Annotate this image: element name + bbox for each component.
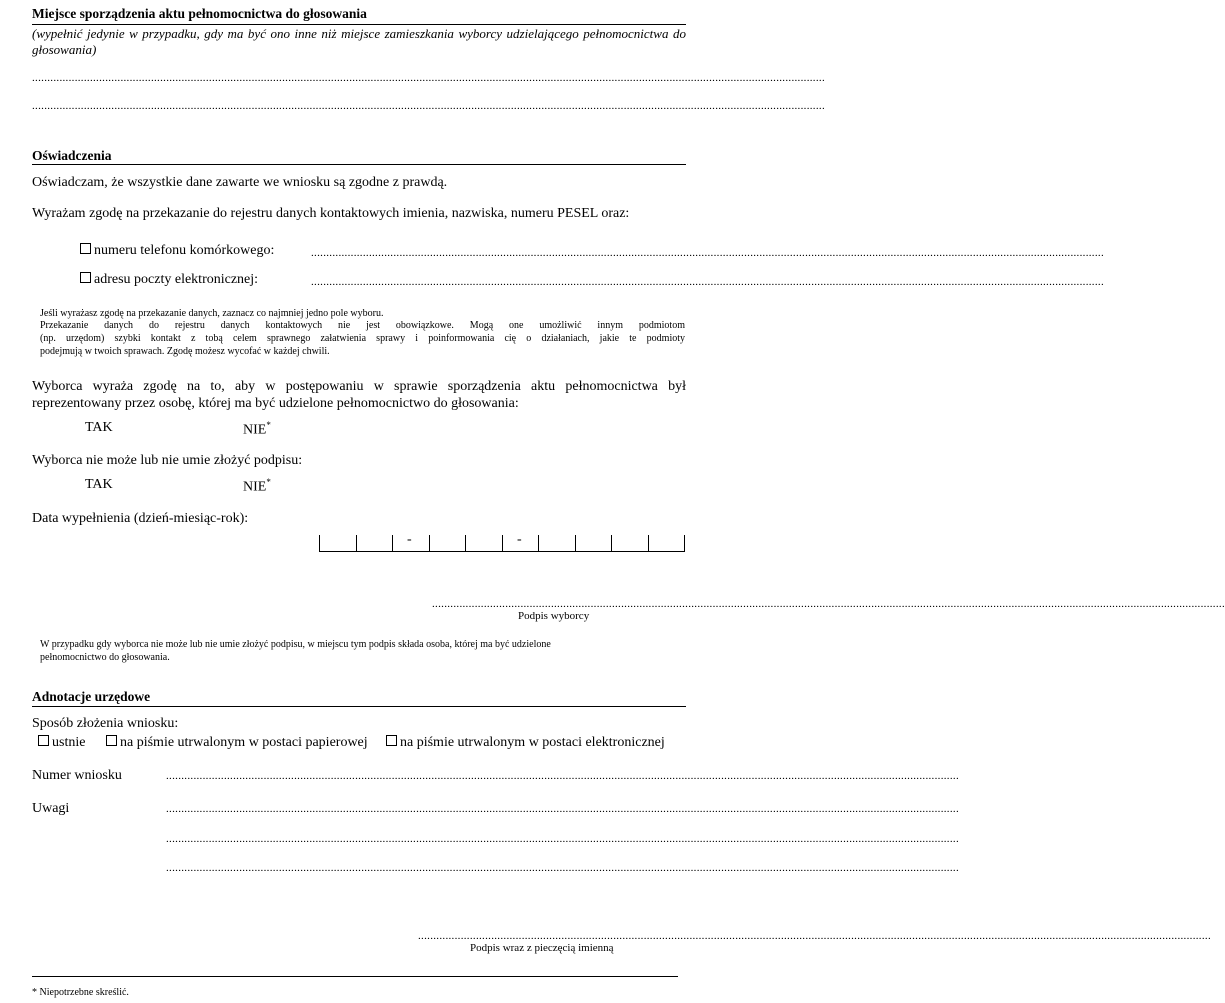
info-text: Jeśli wyrażasz zgodę na przekazanie danych, zaznacz co najmniej jedno pole wyboru. xyxy=(40,308,384,319)
no-option-label: NIE xyxy=(243,422,267,438)
section-title-place: Miejsce sporządzenia aktu pełnomocnictwa do głosowania xyxy=(32,6,367,21)
stamp-signature-line[interactable]: .................................................................................................................................................................................................................................................................... xyxy=(418,930,1211,942)
no-option[interactable] xyxy=(243,477,271,496)
method-electronic-label: na piśmie utrwalonym w postaci elektronicznej xyxy=(400,735,665,750)
date-input[interactable] xyxy=(319,532,686,552)
method-electronic-checkbox[interactable] xyxy=(386,735,397,746)
footnote-marker: * xyxy=(266,477,271,487)
section-divider xyxy=(32,24,686,25)
date-cell-divider xyxy=(538,535,539,551)
method-electronic[interactable] xyxy=(386,735,665,751)
section-divider xyxy=(32,706,686,707)
date-cell-divider xyxy=(611,535,612,551)
footnote-divider xyxy=(32,976,678,977)
option-phone-label: numeru telefonu komórkowego: xyxy=(94,243,275,258)
statement-truth: Oświadczam, że wszystkie dane zawarte we wniosku są zgodne z prawdą. xyxy=(32,175,448,190)
remarks-line[interactable]: .................................................................................................................................................................................................................................................................... xyxy=(166,833,959,845)
section-note: (wypełnić jedynie w przypadku, gdy ma być ono inne niż miejsce zamieszkania wyborcy udzielającego pełnomocnictwa do xyxy=(32,26,686,41)
remarks-label: Uwagi xyxy=(32,801,70,816)
place-input-line[interactable]: .................................................................................................................................................................................................................................................................... xyxy=(32,100,825,112)
phone-checkbox[interactable] xyxy=(80,243,91,254)
info-text: Przekazanie danych do rejestru danych kontaktowych nie jest obowiązkowe. Mogą one umożliwić innym podmiotom xyxy=(40,320,685,331)
date-separator: - xyxy=(517,532,522,547)
application-number-label: Numer wniosku xyxy=(32,768,122,783)
voter-signature-line[interactable]: .................................................................................................................................................................................................................................................................... xyxy=(432,598,1225,610)
section-title-statements: Oświadczenia xyxy=(32,148,112,163)
option-email[interactable] xyxy=(80,272,258,288)
email-input-line[interactable]: .................................................................................................................................................................................................................................................................... xyxy=(311,276,1104,288)
statement-consent-registry: Wyrażam zgodę na przekazanie do rejestru danych kontaktowych imienia, nazwiska, numeru PESEL oraz: xyxy=(32,206,630,221)
date-cell-divider xyxy=(648,535,649,551)
method-oral[interactable] xyxy=(38,735,85,751)
yes-option[interactable]: TAK xyxy=(85,420,113,435)
phone-input-line[interactable]: .................................................................................................................................................................................................................................................................... xyxy=(311,247,1104,259)
application-number-line[interactable]: .................................................................................................................................................................................................................................................................... xyxy=(166,770,959,782)
section-title-official: Adnotacje urzędowe xyxy=(32,689,151,704)
signature-note: W przypadku gdy wyborca nie może lub nie umie złożyć podpisu, w miejscu tym podpis składa osoba, której ma być udzielone xyxy=(40,639,551,650)
date-cell-divider xyxy=(575,535,576,551)
signature-question: Wyborca nie może lub nie umie złożyć podpisu: xyxy=(32,453,303,468)
date-cell-divider xyxy=(429,535,430,551)
remarks-line[interactable]: .................................................................................................................................................................................................................................................................... xyxy=(166,803,959,815)
voter-signature-caption: Podpis wyborcy xyxy=(518,610,590,622)
section-divider xyxy=(32,164,686,165)
date-cell-divider xyxy=(684,535,685,551)
date-baseline xyxy=(319,551,685,552)
section-note: głosowania) xyxy=(32,42,97,57)
method-paper-checkbox[interactable] xyxy=(106,735,117,746)
method-label: Sposób złożenia wniosku: xyxy=(32,716,179,731)
signature-note: pełnomocnictwo do głosowania. xyxy=(40,652,170,663)
consent-representation: Wyborca wyraża zgodę na to, aby w postępowaniu w sprawie sporządzenia aktu pełnomocnictwa był xyxy=(32,379,686,394)
stamp-signature-caption: Podpis wraz z pieczęcią imienną xyxy=(470,942,614,954)
date-cell-divider xyxy=(319,535,320,551)
option-phone[interactable] xyxy=(80,243,274,259)
date-separator: - xyxy=(407,532,412,547)
date-cell-divider xyxy=(502,535,503,551)
no-option[interactable] xyxy=(243,420,271,439)
consent-representation: reprezentowany przez osobę, której ma być udzielone pełnomocnictwo do głosowania: xyxy=(32,396,519,411)
method-paper-label: na piśmie utrwalonym w postaci papierowej xyxy=(120,735,368,750)
footnote-marker: * xyxy=(266,420,271,430)
method-paper[interactable] xyxy=(106,735,368,751)
remarks-line[interactable]: .................................................................................................................................................................................................................................................................... xyxy=(166,862,959,874)
info-text: (np. urzędom) szybki kontakt z tobą celem sprawnego załatwienia sprawy i poinformowania cię o działaniach, jakie te podmioty xyxy=(40,333,685,344)
date-cell-divider xyxy=(392,535,393,551)
place-input-line[interactable]: .................................................................................................................................................................................................................................................................... xyxy=(32,72,825,84)
yes-option[interactable]: TAK xyxy=(85,477,113,492)
footnote: * Niepotrzebne skreślić. xyxy=(32,987,129,998)
method-oral-checkbox[interactable] xyxy=(38,735,49,746)
no-option-label: NIE xyxy=(243,479,267,495)
email-checkbox[interactable] xyxy=(80,272,91,283)
method-oral-label: ustnie xyxy=(52,735,86,750)
date-cell-divider xyxy=(465,535,466,551)
info-text: podejmują w twoich sprawach. Zgodę możesz wycofać w każdej chwili. xyxy=(40,346,330,357)
date-cell-divider xyxy=(356,535,357,551)
option-email-label: adresu poczty elektronicznej: xyxy=(94,272,259,287)
date-label: Data wypełnienia (dzień-miesiąc-rok): xyxy=(32,511,249,526)
